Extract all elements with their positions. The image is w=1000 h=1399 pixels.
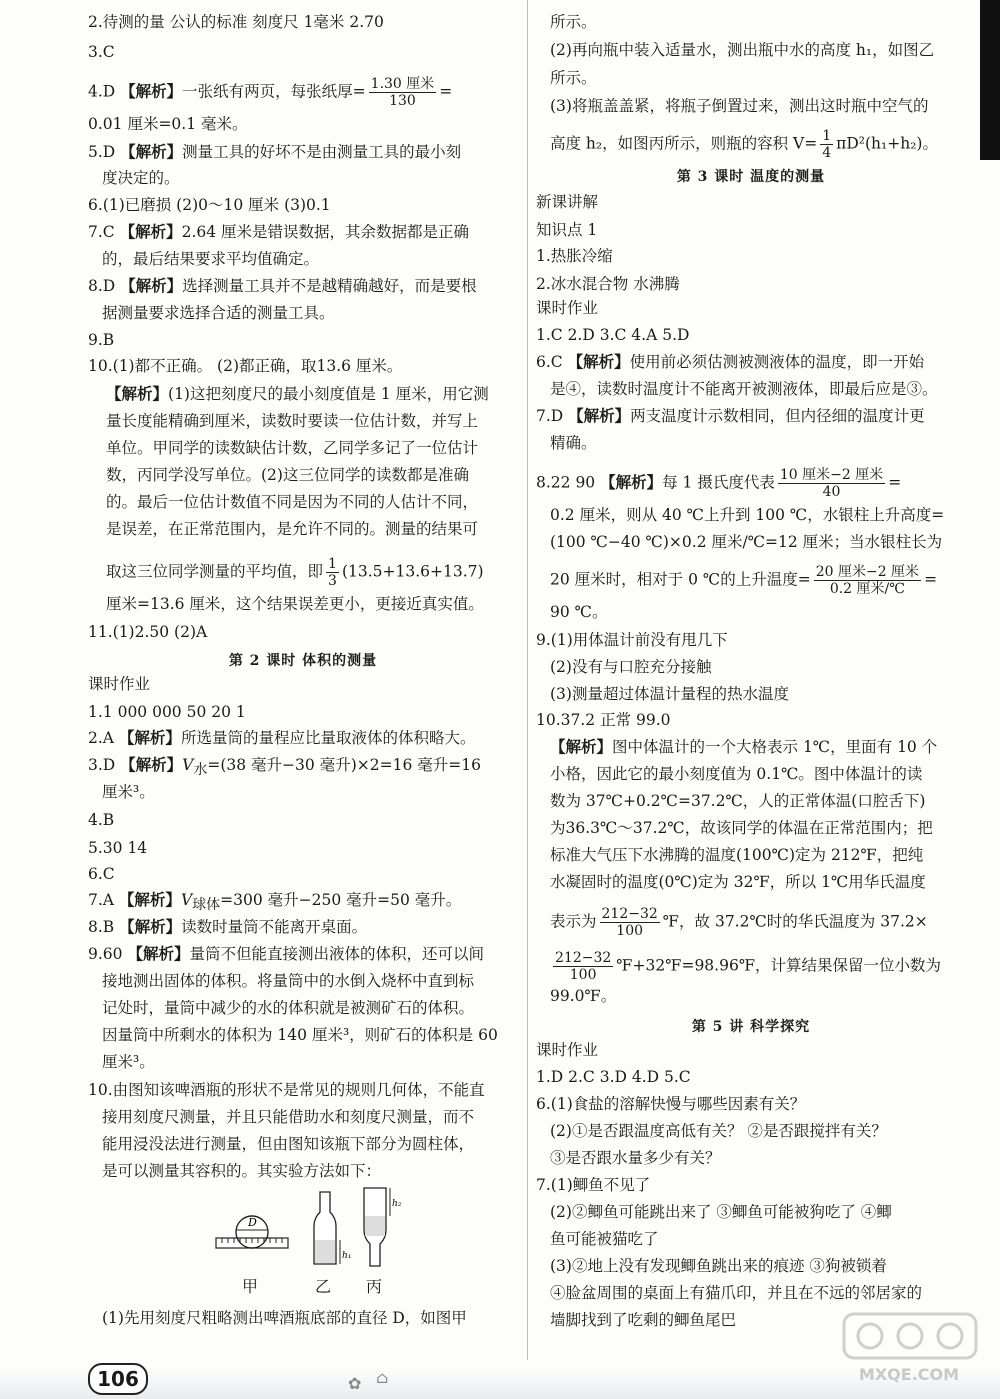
bottle-diagram <box>214 1186 404 1270</box>
section-label: 知识点 1 <box>536 221 598 239</box>
fraction: $\frac{212-32}{100}$ <box>555 950 612 983</box>
answer-line: 厘米³。 <box>102 783 155 801</box>
answer-line: 的。最后一位估计数值不同是因为不同的人估计不同， <box>106 493 479 511</box>
answer-line: 1.C 2.D 3.C 4.A 5.D <box>536 326 690 344</box>
answer-line: 3.C <box>88 43 115 61</box>
answer-line: 水凝固时的温度(0℃)定为 32℉，所以 1℃用华氏温度 <box>550 873 926 891</box>
answer-line: 所示。 <box>550 69 597 87</box>
answer-line: 5.30 14 <box>88 839 148 857</box>
answer-q8: 8.22 90 【解析】每 1 摄氏度代表 $\frac{\text{10 厘米−2 厘米}}{40}$ = <box>536 467 902 500</box>
answer-line: 墙脚找到了吃剩的鲫鱼尾巴 <box>550 1311 737 1329</box>
answer-line: 据测量要求选择合适的测量工具。 <box>102 304 335 322</box>
section-heading: 第 3 课时 温度的测量 <box>676 169 826 185</box>
volume-formula: 高度 h₂，如图丙所示，则瓶的容积 V= $\frac{1}{4}$ πD²(h₁+h₂)。 <box>550 128 938 161</box>
answer-q10-average: 取这三位同学测量的平均值，即 $\frac{1}{3}$ (13.5+13.6+13.7) <box>106 556 484 589</box>
answer-q8: 8.D 【解析】选择测量工具并不是越精确越好，而是要根 <box>88 276 477 295</box>
answer-line: 标准大气压下水沸腾的温度(100℃)定为 212℉，把纯 <box>550 846 924 864</box>
answer-line: 10.37.2 正常 99.0 <box>536 711 671 729</box>
answer-line: (2)再向瓶中装入适量水，测出瓶中水的高度 h₁，如图乙 <box>550 41 935 59</box>
answer-line: (2)①是否跟温度高低有关？ ②是否跟搅拌有关？ <box>550 1122 887 1140</box>
scan-edge-shadow <box>980 0 1000 160</box>
answer-line: 0.01 厘米=0.1 毫米。 <box>88 115 248 133</box>
fraction: $\frac{\text{1.30 厘米}}{130}$ <box>370 76 435 109</box>
section-heading: 第 2 课时 体积的测量 <box>228 653 378 669</box>
fraction: $\frac{1}{4}$ <box>822 128 832 161</box>
answer-line: 4.B <box>88 811 115 829</box>
answer-line: (100 ℃−40 ℃)×0.2 厘米/℃=12 厘米；当水银柱长为 <box>550 533 943 551</box>
figure-label-bing: 丙 <box>366 1277 383 1296</box>
fraction: $\frac{\text{20 厘米−2 厘米}}{\text{0.2 厘米/℃}}$ <box>815 564 920 597</box>
answer-line: 6.C <box>88 865 115 883</box>
answer-line: (2)②鲫鱼可能跳出来了 ③鲫鱼可能被狗吃了 ④鲫 <box>550 1203 892 1221</box>
answer-line: 度决定的。 <box>102 169 180 187</box>
answer-line: 9.B <box>88 331 115 349</box>
answer-line: ④脸盆周围的桌面上有猫爪印，并且在不远的邻居家的 <box>550 1284 923 1302</box>
answer-line: 能用浸没法进行测量，但由图知该瓶下部分为圆柱体， <box>102 1135 475 1153</box>
section-label: 新课讲解 <box>536 193 599 211</box>
answer-line: 数，丙同学没写单位。(2)这三位同学的读数都是准确 <box>106 466 469 484</box>
section-label: 课时作业 <box>536 1041 599 1059</box>
answer-line: (3)将瓶盖盖紧，将瓶子倒置过来，测出这时瓶中空气的 <box>550 97 929 115</box>
answer-line: 量长度能精确到厘米，读数时要读一位估计数，并写上 <box>106 412 479 430</box>
answer-line: 0.2 厘米，则从 40 ℃上升到 100 ℃，水银柱上升高度= <box>550 506 945 524</box>
house-icon: ⌂ <box>376 1368 389 1387</box>
answer-q10-f1: 表示为 $\frac{212-32}{100}$ ℉，故 37.2℃时的华氏温度为 37.2× <box>550 906 928 939</box>
figure-label-jia: 甲 <box>242 1277 259 1296</box>
answer-q3: 3.D 【解析】$V_水=(38$ 毫升−30 毫升)×2=16 毫升=16 <box>88 755 481 779</box>
answer-line: 所示。 <box>550 13 597 31</box>
answer-line: 接用刻度尺测量，并且只能借助水和刻度尺测量，而不 <box>102 1108 475 1126</box>
answer-q8-line4: 20 厘米时，相对于 0 ℃的上升温度= $\frac{\text{20 厘米−2 厘米}}{\text{0.2 厘米/℃}}$ = <box>550 564 938 597</box>
svg-text:h₁: h₁ <box>342 1251 352 1261</box>
section-heading: 第 5 讲 科学探究 <box>691 1019 811 1035</box>
answer-q9: 9.60 【解析】量筒不但能直接测出液体的体积，还可以间 <box>88 944 484 963</box>
answer-line: 90 ℃。 <box>550 603 608 621</box>
answer-line: 6.(1)已磨损 (2)0～10 厘米 (3)0.1 <box>88 196 331 214</box>
answer-line: 2.冰水混合物 水沸腾 <box>536 275 680 293</box>
answer-line: (2)没有与口腔充分接触 <box>550 658 712 676</box>
answer-q10-analysis: 【解析】(1)这把刻度尺的最小刻度值是 1 厘米，用它测 <box>106 384 489 403</box>
page-number: 106 <box>88 1363 148 1395</box>
answer-line: 1.1 000 000 50 20 1 <box>88 703 246 721</box>
answer-line: 是可以测量其容积的。其实验方法如下： <box>102 1162 382 1180</box>
answer-q2: 2.A 【解析】所选量筒的量程应比量取液体的体积略大。 <box>88 728 476 747</box>
flower-icon: ✿ <box>348 1374 362 1393</box>
watermark-logo <box>834 1308 984 1388</box>
svg-text:MXQE.COM: MXQE.COM <box>858 1365 960 1384</box>
answer-line: 2.待测的量 公认的标准 刻度尺 1毫米 2.70 <box>88 13 384 31</box>
answer-q8b: 8.B 【解析】读数时量筒不能离开桌面。 <box>88 917 368 936</box>
answer-line: 单位。甲同学的读数缺估计数，乙同学多记了一位估计 <box>106 439 479 457</box>
answer-line: 10.(1)都不正确。 (2)都正确，取13.6 厘米。 <box>88 357 403 375</box>
answer-line: 厘米³。 <box>102 1053 155 1071</box>
answer-line: 11.(1)2.50 (2)A <box>88 623 208 641</box>
svg-text:h₂: h₂ <box>392 1199 402 1209</box>
answer-line: (3)②地上没有发现鲫鱼跳出来的痕迹 ③狗被锁着 <box>550 1257 887 1275</box>
answer-line: 1.热胀冷缩 <box>536 247 613 265</box>
answer-line: 6.(1)食盐的溶解快慢与哪些因素有关？ <box>536 1095 806 1113</box>
answer-line: (1)先用刻度尺粗略测出啤酒瓶底部的直径 D，如图甲 <box>102 1309 467 1327</box>
answer-line: (3)测量超过体温计量程的热水温度 <box>550 685 789 703</box>
answer-line: 为36.3℃～37.2℃，故该同学的体温在正常范围内；把 <box>550 819 933 837</box>
figure-label-yi: 乙 <box>315 1277 332 1296</box>
answer-line: 厘米=13.6 厘米，这个结果误差更小，更接近真实值。 <box>106 595 484 613</box>
answer-q10-analysis: 【解析】图中体温计的一个大格表示 1℃，里面有 10 个 <box>550 737 938 756</box>
answer-q5: 5.D 【解析】测量工具的好坏不是由测量工具的最小刻 <box>88 142 462 161</box>
bottle-figure <box>214 1186 404 1298</box>
answer-line: 是误差，在正常范围内，是允许不同的。测量的结果可 <box>106 520 479 538</box>
answer-line: 数为 37℃+0.2℃=37.2℃，人的正常体温(口腔舌下) <box>550 792 926 810</box>
answer-q10-f2: $\frac{212-32}{100}$ ℉+32℉=98.96℉，计算结果保留一位小数为 <box>555 950 942 983</box>
answer-q6: 6.C 【解析】使用前必须估测被测液体的温度，即一开始 <box>536 352 925 371</box>
section-label: 课时作业 <box>88 675 151 693</box>
fraction: $\frac{1}{3}$ <box>328 556 337 589</box>
answer-line: 7.(1)鲫鱼不见了 <box>536 1176 651 1194</box>
answer-line: ③是否跟水量多少有关？ <box>550 1149 721 1167</box>
answer-line: 接地测出固体的体积。将量筒中的水倒入烧杯中直到标 <box>102 972 475 990</box>
answer-line: 1.D 2.C 3.D 4.D 5.C <box>536 1068 691 1086</box>
answer-q7b: 7.A 【解析】$V_{球体}=300$ 毫升−250 毫升=50 毫升。 <box>88 890 462 914</box>
answer-line: 的，最后结果要求平均值确定。 <box>102 250 320 268</box>
column-divider <box>527 0 528 1360</box>
answer-line: 是④，读数时温度计不能离开被测液体，即最后应是③。 <box>550 380 938 398</box>
fraction: $\frac{\text{10 厘米−2 厘米}}{40}$ <box>779 467 884 500</box>
answer-line: 小格，因此它的最小刻度值为 0.1℃。图中体温计的读 <box>550 765 923 783</box>
answer-q7: 7.C 【解析】2.64 厘米是错误数据，其余数据都是正确 <box>88 222 470 241</box>
answer-line: 精确。 <box>550 434 597 452</box>
answer-line: 记处时，量筒中减少的水的体积就是被测矿石的体积。 <box>102 999 475 1017</box>
answer-line: 10.由图知该啤酒瓶的形状不是常见的规则几何体，不能直 <box>88 1081 485 1099</box>
answer-q4: 4.D 【解析】一张纸有两页，每张纸厚= $\frac{\text{1.30 厘米}}{130}$ = <box>88 76 453 109</box>
svg-text:D: D <box>248 1216 257 1229</box>
section-label: 课时作业 <box>536 299 599 317</box>
answer-line: 因量筒中所剩水的体积为 140 厘米³，则矿石的体积是 60 <box>102 1026 498 1044</box>
fraction: $\frac{212-32}{100}$ <box>601 906 658 939</box>
answer-line: 99.0℉。 <box>550 987 617 1005</box>
answer-q7: 7.D 【解析】两支温度计示数相同，但内径细的温度计更 <box>536 406 925 425</box>
answer-line: 9.(1)用体温计前没有甩几下 <box>536 631 728 649</box>
answer-line: 鱼可能被猫吃了 <box>550 1230 659 1248</box>
